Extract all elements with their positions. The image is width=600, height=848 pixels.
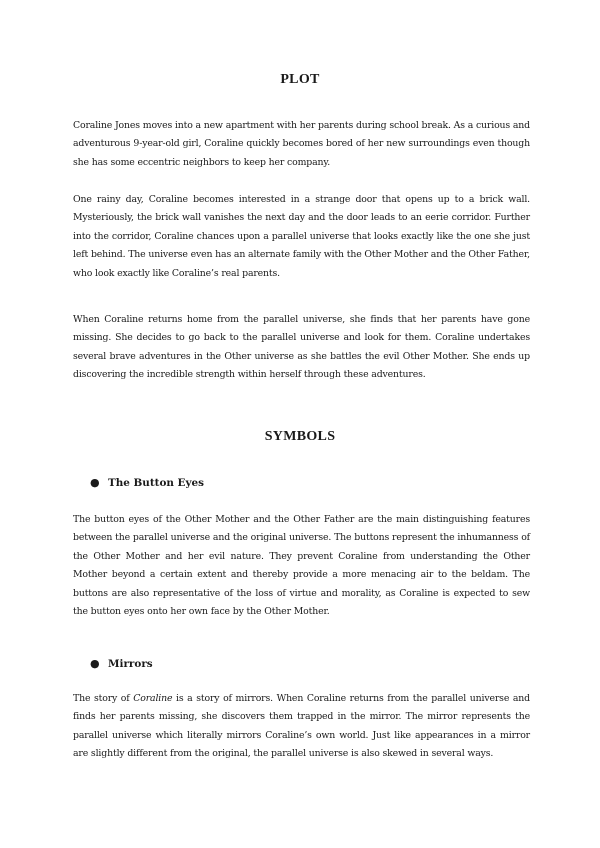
coraline-title: Coraline (133, 693, 173, 704)
plot-heading: PLOT (280, 72, 320, 87)
mirrors-heading (90, 656, 153, 672)
bullet-icon: ● (90, 657, 100, 670)
button-eyes-heading (90, 475, 204, 491)
mirrors-heading-text: Mirrors (108, 658, 153, 670)
plot-paragraph-2: One rainy day, Coraline becomes interested in a strange door that opens up to a brick wall. Mysteriously, the brick wall vanishes the next day and the door leads to an eerie corridor. Further into the corridor, Coraline chances upon a parallel universe that looks exactly like the one she just left behind. The universe even has an alternate family with the Other Mother and the Other Father, who look exactly like Coraline’s real parents. (73, 194, 530, 279)
button-eyes-heading-text: The Button Eyes (108, 477, 204, 489)
plot-paragraph-3: When Coraline returns home from the parallel universe, she finds that her parents have gone missing. She decides to go back to the parallel universe and look for them. Coraline undertakes several brave adventures in the Other universe as she battles the evil Other Mother. She ends up discovering the incredible strength within herself through these adventures. (73, 314, 530, 381)
mirrors-paragraph (73, 690, 530, 764)
button-eyes-paragraph: The button eyes of the Other Mother and the Other Father are the main distinguishing features between the parallel universe and the original universe. The buttons represent the inhumanness of the Other Mother and her evil nature. They prevent Coraline from understanding the Other Mother beyond a certain extent and thereby provide a more menacing air to the beldam. The buttons are also representative of the loss of virtue and morality, as Coraline is expected to sew the button eyes onto her own face by the Other Mother. (73, 514, 530, 618)
plot-paragraph-1: Coraline Jones moves into a new apartment with her parents during school break. As a curious and adventurous 9-year-old girl, Coraline quickly becomes bored of her new surroundings even though she has some eccentric neighbors to keep her company. (73, 120, 530, 168)
mirrors-paragraph-intro: The story of (73, 693, 134, 704)
mirrors-paragraph-rest: is a story of mirrors. When Coraline returns from the parallel universe and finds her parents missing, she discovers them trapped in the mirror. The mirror represents the parallel universe which literally mirrors Coraline’s own world. Just like appearances in a mirror are slightly different from the original, the parallel universe is also skewed in several ways. (73, 693, 530, 760)
bullet-icon: ● (90, 476, 100, 489)
symbols-heading: SYMBOLS (264, 429, 336, 444)
